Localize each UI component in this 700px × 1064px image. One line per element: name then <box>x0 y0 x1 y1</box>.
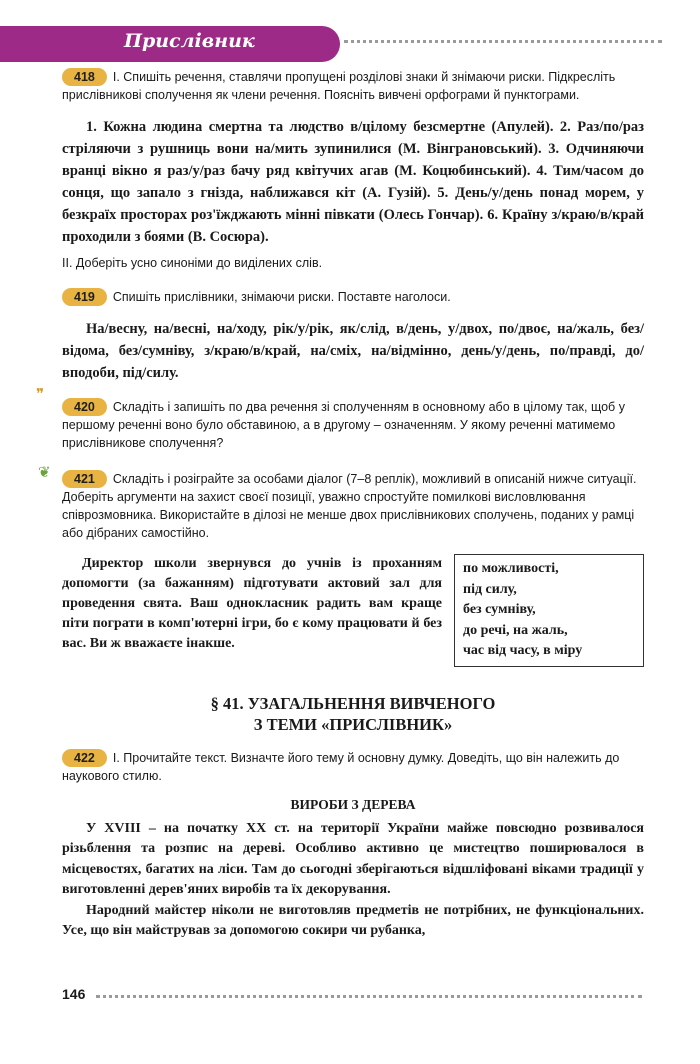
header-dots <box>344 40 662 43</box>
dialog-block <box>62 554 644 667</box>
leaf-icon: ❦ <box>38 464 51 481</box>
header-title: Прислівник <box>124 30 255 52</box>
section-title <box>62 693 644 735</box>
section-title-line1: § 41. УЗАГАЛЬНЕННЯ ВИВЧЕНОГО <box>210 693 496 713</box>
phrase-item: без сумніву, <box>463 602 536 617</box>
speech-icon: ❞ <box>36 386 45 403</box>
situation-text: Директор школи звернувся до учнів із проханням допомогти (за бажанням) підготувати актовий зал для проведення свята. Ваш однокласник радить вам краще піти пограти в комп'ютерні ігри, бо є кому працювати й без вас. Ви ж вважаєте інакше. <box>62 556 442 651</box>
task-420 <box>36 386 644 452</box>
phrase-item: під силу, <box>463 581 517 597</box>
task-419 <box>62 288 644 306</box>
task-422 <box>62 749 644 785</box>
task-number-badge: 421 <box>62 470 107 488</box>
task-instruction: Складіть і розіграйте за особами діалог (7–8 реплік), можливий в описаній нижче ситуації. Доберіть аргументи на захист своєї позиції, уважно спростуйте помилкові висловлювання співрозмовника. Використайте в ділозі не менше двох прислівникових сполучень, поданих у рамці або дібраних самостійно. <box>62 472 637 540</box>
task-421 <box>38 464 644 542</box>
text-paragraph: Народний майстер ніколи не виготовляв предметів не потрібних, не функціональних. Усе, що він майстрував за допомогою сокири чи рубанка, <box>62 902 644 938</box>
page-content <box>36 68 644 942</box>
task-number-badge: 418 <box>62 68 107 86</box>
phrase-item: по можливості, <box>463 561 559 576</box>
task-number-badge: 420 <box>62 398 107 416</box>
task-number-badge: 422 <box>62 749 107 767</box>
text-title: ВИРОБИ З ДЕРЕВА <box>290 796 416 812</box>
task-instruction: Складіть і запишіть по два речення зі сполученням в основному або в цілому так, щоб у першому реченні воно було обставиною, а в другому – означенням. У якому реченні матимемо прислівникове сполучення? <box>62 400 625 450</box>
task-418-part2: II. Доберіть усно синоніми до виділених слів. <box>62 256 323 270</box>
task-instruction: I. Спишіть речення, ставлячи пропущені розділові знаки й знімаючи риски. Підкресліть прислівникові сполучення як члени речення. Поясніть вивчені орфограми й пунктограми. <box>62 70 616 102</box>
phrase-box <box>454 554 644 667</box>
phrase-item: час від часу, в міру <box>463 643 583 658</box>
task-instruction: Спишіть прислівники, знімаючи риски. Поставте наголоси. <box>112 290 451 304</box>
text-paragraph: У XVIII – на початку XX ст. на території України майже повсюдно розвивалося різьблення та розпис на дереві. Особливо активно це мистецтво поширювалося в місцевостях, багатих на ліси. Там до сьогодні зберігаються відшліфовані віками традиції у виготовленні дерев'яних виробів та їх декорування. <box>62 820 644 897</box>
task-instruction: I. Прочитайте текст. Визначте його тему й основну думку. Доведіть, що він належить до наукового стилю. <box>62 750 620 783</box>
footer-dots <box>96 995 642 998</box>
text-body <box>62 819 644 942</box>
task-418 <box>62 68 644 104</box>
section-title-line2: З ТЕМИ «ПРИСЛІВНИК» <box>253 714 453 734</box>
task-419-words: На/весну, на/весні, на/ходу, рік/у/рік, як/слід, в/день, у/двох, по/двоє, на/жаль, без/відома, без/сумніву, з/краю/в/край, на/сміх, на/відмінно, день/у/день, по/правді, до/вподоби, під/силу. <box>62 321 644 381</box>
page-number: 146 <box>62 986 86 1002</box>
task-number-badge: 419 <box>62 288 107 306</box>
phrase-item: до речі, на жаль, <box>463 622 568 638</box>
task-418-sentences: 1. Кожна людина смертна та людство в/цілому безсмертне (Апулей). 2. Раз/по/раз стріляючи з рушниць вони на/мить зупинилися (М. Вінграновський). 3. Одчиняючи вранці вікно я раз/у/раз бачу ряд квітучих агав (М. Коцюбинський). 4. Тим/часом до сонця, що запало з гнізда, наближався кіт (А. Гузій). 5. День/у/день понад морем, у безкраїх просторах роз'їжджають мінні півкати (Олесь Гончар). 6. Країну з/краю/в/край проходили з боями (В. Сосюра). <box>62 119 644 245</box>
